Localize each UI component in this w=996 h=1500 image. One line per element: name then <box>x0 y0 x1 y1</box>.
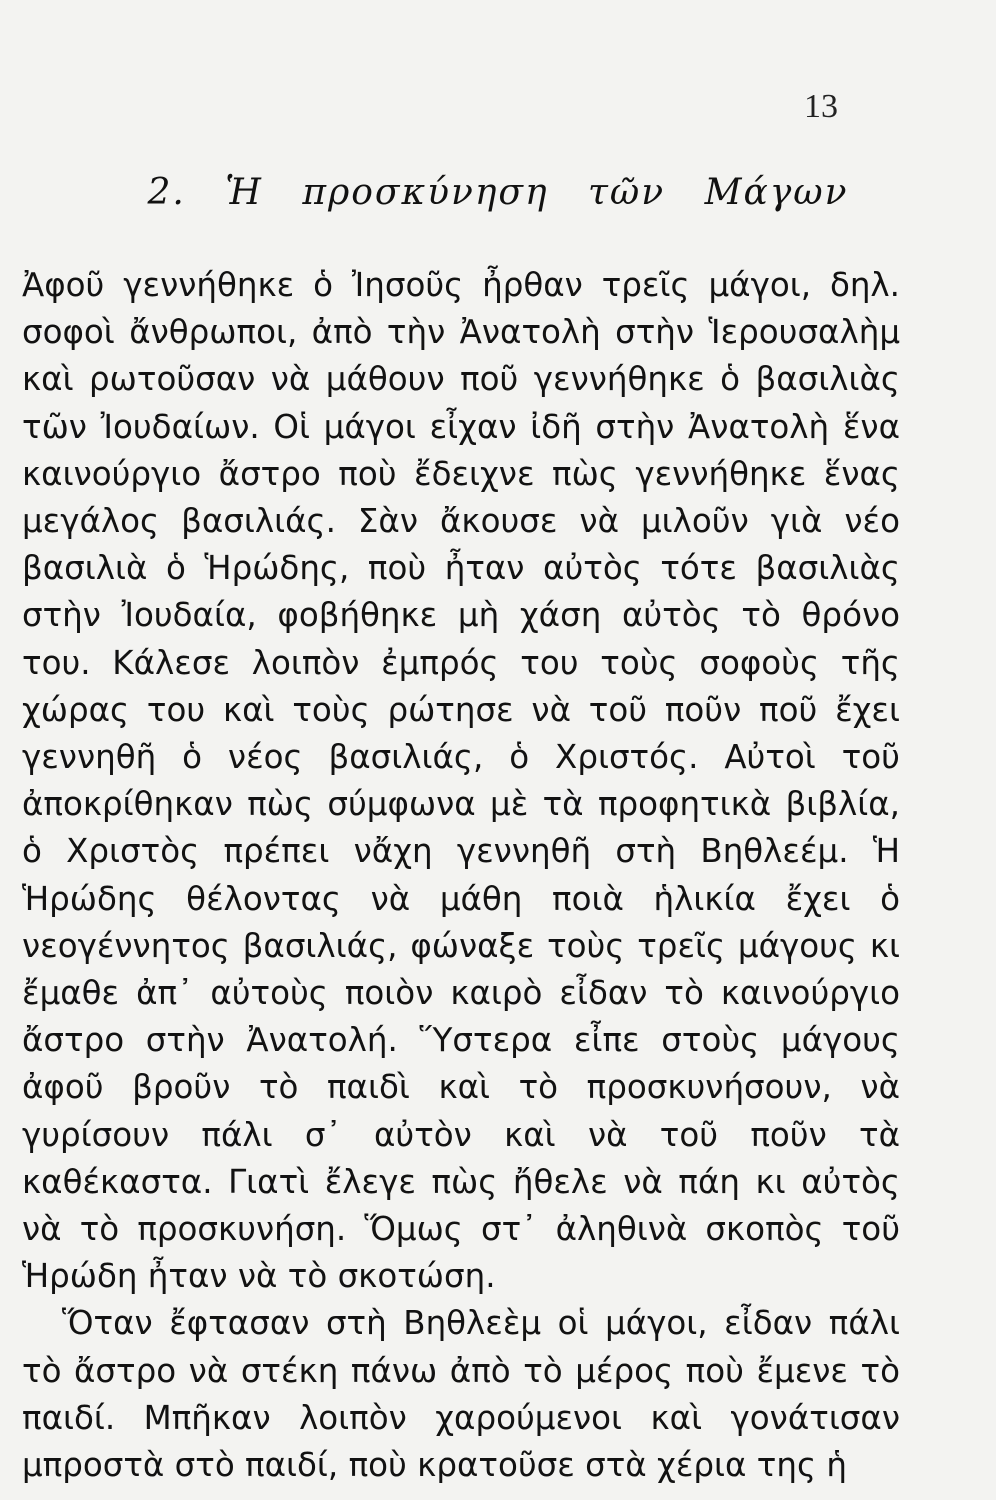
chapter-title: 2. Ἡ προσκύνηση τῶν Μάγων <box>147 172 849 213</box>
page-number: 13 <box>804 88 838 125</box>
body-text <box>22 262 900 1489</box>
paragraph-1: Ἀφοῦ γεννήθηκε ὁ Ἰησοῦς ἦρθαν τρεῖς μάγοι, δηλ. σοφοὶ ἄνθρωποι, ἀπὸ τὴν Ἀνατολὴ στὴν Ἱερουσαλὴμ καὶ ρωτοῦσαν νὰ μάθουν ποῦ γεννήθηκε ὁ βασιλιὰς τῶν Ἰουδαίων. Οἱ μάγοι εἶχαν ἰδῆ στὴν Ἀνατολὴ ἕνα καινούργιο ἄστρο ποὺ ἔδειχνε πὼς γεννήθηκε ἕνας μεγάλος βασιλιάς. Σὰν ἄκουσε νὰ μιλοῦν γιὰ νέο βασιλιὰ ὁ Ἡρώδης, ποὺ ἦταν αὐτὸς τότε βασιλιὰς στὴν Ἰουδαία, φοβήθηκε μὴ χάση αὐτὸς τὸ θρόνο του. Κάλεσε λοιπὸν ἐμπρός του τοὺς σοφοὺς τῆς χώρας του καὶ τοὺς ρώτησε νὰ τοῦ ποῦν ποῦ ἔχει γεννηθῆ ὁ νέος βασιλιάς, ὁ Χριστός. Αὐτοὶ τοῦ ἀποκρίθηκαν πὼς σύμφωνα μὲ τὰ προφητικὰ βιβλία, ὁ Χριστὸς πρέπει νἄχη γεννηθῆ στὴ Βηθλεέμ. Ἡ Ἡρώδης θέλοντας νὰ μάθη ποιὰ ἡλικία ἔχει ὁ νεογέννητος βασιλιάς, φώναξε τοὺς τρεῖς μάγους κι ἔμαθε ἀπ᾽ αὐτοὺς ποιὸν καιρὸ εἶδαν τὸ καινούργιο ἄστρο στὴν Ἀνατολή. Ὕστερα εἶπε στοὺς μάγους ἀφοῦ βροῦν τὸ παιδὶ καὶ τὸ προσκυνήσουν, νὰ γυρίσουν πάλι σ᾽ αὐτὸν καὶ νὰ τοῦ ποῦν τὰ καθέκαστα. Γιατὶ ἔλεγε πὼς ἤθελε νὰ πάη κι αὐτὸς νὰ τὸ προσκυνήση. Ὅμως στ᾽ ἀληθινὰ σκοπὸς τοῦ Ἡρώδη ἦταν νὰ τὸ σκοτώση. <box>22 266 900 1296</box>
paragraph-2: Ὅταν ἔφτασαν στὴ Βηθλεὲμ οἱ μάγοι, εἶδαν πάλι τὸ ἄστρο νὰ στέκη πάνω ἀπὸ τὸ μέρος ποὺ ἔμενε τὸ παιδί. Μπῆκαν λοιπὸν χαρούμενοι καὶ γονάτισαν μπροστὰ στὸ παιδί, ποὺ κρατοῦσε στὰ χέρια της ἡ <box>22 1304 900 1485</box>
